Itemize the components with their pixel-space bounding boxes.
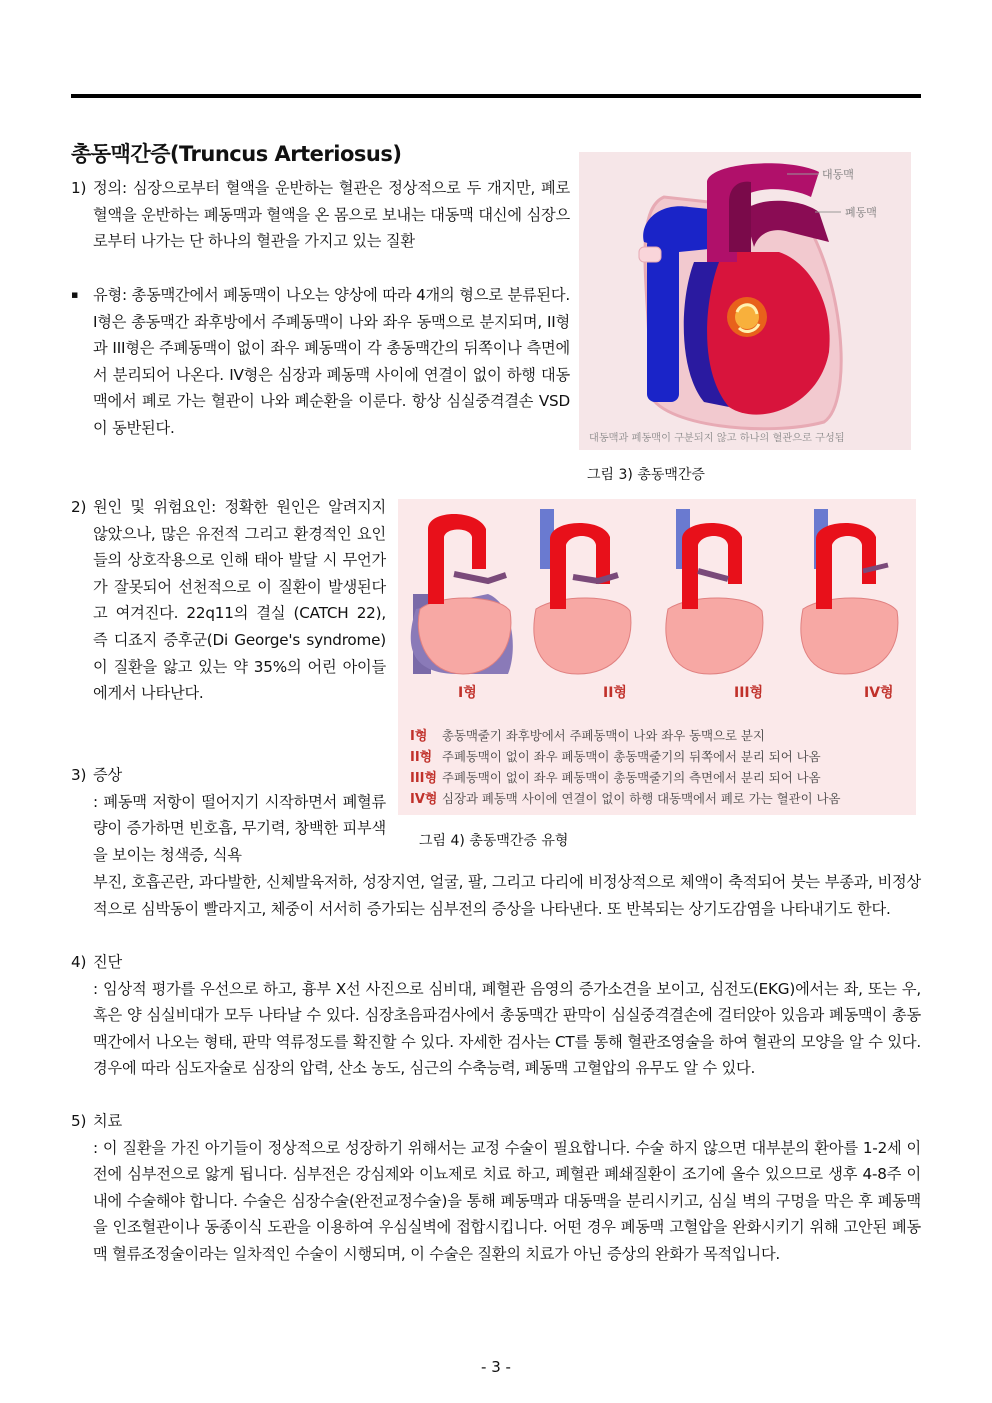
section-symptoms — [71, 762, 386, 868]
section-heading: 치료 — [93, 1112, 122, 1130]
type-label-2: II형 — [603, 685, 627, 701]
section-number: 1) — [71, 179, 87, 197]
legend-desc-4: 심장과 폐동맥 사이에 연결이 없이 하행 대동맥에서 폐로 가는 혈관이 나옴 — [442, 791, 841, 806]
type-label-4: IV형 — [864, 685, 894, 701]
type-label-3: III형 — [734, 685, 764, 701]
section-text: 원인 및 위험요인: 정확한 원인은 알려지지 않았으나, 많은 유전적 그리고 환경적인 요인들의 상호작용으로 인해 태아 발달 시 무언가가 잘못되어 선천적으로 이 질환이 발생된다고 여겨진다. 22q11의 결실 (CATCH 22), 즉 디죠지 증후군(Di George's syndrome)이 질환을 앓고 있는 약 35%의 어린 아이들에게서 나타난다. — [93, 498, 386, 703]
figure-3-caption: 그림 3) 총동맥간증 — [587, 467, 705, 483]
section-text: : 폐동맥 저항이 떨어지기 시작하면서 폐혈류량이 증가하면 빈호흡, 무기력, 창백한 피부색을 보이는 청색증, 식욕 — [93, 792, 386, 864]
type-label-1: I형 — [458, 685, 477, 701]
section-number: 3) — [71, 766, 87, 784]
section-text: 부진, 호흡곤란, 과다발한, 신체발육저하, 성장지연, 얼굴, 팔, 그리고 다리에 비정상적으로 체액이 축적되어 붓는 부종과, 비정상적으로 심박동이 빨라지고, 체중이 서서히 증가되는 심부전의 증상을 나타낸다. 또 반복되는 상기도감염을 나타내기도 한다. — [93, 873, 921, 918]
figure-3-note: 대동맥과 폐동맥이 구분되지 않고 하나의 혈관으로 구성됨 — [589, 433, 845, 444]
section-text: : 이 질환을 가진 아기들이 정상적으로 성장하기 위해서는 교정 수술이 필요합니다. 수술 하지 않으면 대부분의 환아를 1-2세 이전에 심부전으로 앓게 됩니다. 심부전은 강심제와 이뇨제로 치료 하고, 폐혈관 폐쇄질환이 조기에 올수 있으므로 생후 4-8주 이내에 수술해야 합니다. 수술은 심장수술(완전교정수술)을 통해 폐동맥과 대동맥을 분리시키고, 심실 벽의 구멍을 막은 후 폐동맥을 인조혈관이나 동종이식 도관을 이용하여 우심실벽에 접합시킵니다. 어떤 경우 폐동맥 고혈압을 완화시키기 위해 고안된 폐동맥 혈류조정술이라는 일차적인 수술이 시행되며, 이 수술은 질환의 치료가 아닌 증상의 완화가 목적입니다. — [93, 1138, 921, 1263]
page-number: - 3 - — [481, 1358, 511, 1376]
section-text: 유형: 총동맥간에서 폐동맥이 나오는 양상에 따라 4개의 형으로 분류된다. I형은 총동맥간 좌후방에서 주폐동맥이 나와 좌우 동맥으로 분지되며, II형과 III형은 주폐동맥이 없이 좌우 폐동맥이 각 총동맥간의 뒤쪽이나 측면에서 분리되어 나온다. IV형은 심장과 폐동맥 사이에 연결이 없이 하행 대동맥에서 폐로 가는 혈관이 나와 폐순환을 이룬다. 항상 심실중격결손 VSD이 동반된다. — [93, 286, 570, 437]
section-definition — [71, 175, 570, 255]
section-number: 5) — [71, 1112, 87, 1130]
page-title: 총동맥간증(Truncus Arteriosus) — [71, 142, 402, 166]
section-diagnosis — [71, 949, 921, 1082]
legend-desc-1: 총동맥줄기 좌후방에서 주폐동맥이 나와 좌우 동맥으로 분지 — [442, 728, 765, 743]
figure-3-heart-illustration — [579, 152, 911, 450]
legend-type-3: III형 — [410, 771, 438, 786]
top-rule — [71, 94, 921, 98]
section-treatment — [71, 1108, 921, 1268]
label-pulmonary-artery: 폐동맥 — [845, 206, 877, 219]
section-text: : 임상적 평가를 우선으로 하고, 흉부 X선 사진으로 심비대, 폐혈관 음영의 증가소견을 보이고, 심전도(EKG)에서는 좌, 또는 우, 혹은 양 심실비대가 모두 나타날 수 있다. 심장초음파검사에서 총동맥간 판막이 심실중격결손에 걸터앉아 있음과 폐동맥이 총동맥간에서 나오는 형태, 판막 역류정도를 확진할 수 있다. 자세한 검사는 CT를 통해 혈관조영술을 하여 혈관의 모양을 알 수 있다. 경우에 따라 심도자술로 심장의 압력, 산소 농도, 심근의 수축능력, 폐동맥 고혈압의 유무도 알 수 있다. — [93, 979, 921, 1078]
legend-type-1: I형 — [410, 729, 428, 744]
label-aorta: 대동맥 — [822, 168, 854, 181]
bullet-marker: ▪ — [71, 288, 79, 301]
section-symptoms-continued — [71, 869, 921, 922]
section-cause — [71, 494, 386, 707]
legend-desc-3: 주폐동맥이 없이 좌우 폐동맥이 총동맥줄기의 측면에서 분리 되어 나옴 — [442, 770, 821, 785]
figure-4-truncus-types — [398, 499, 916, 815]
section-types — [71, 282, 570, 442]
legend-type-2: II형 — [410, 750, 433, 765]
section-heading: 증상 — [93, 766, 122, 784]
legend-desc-2: 주폐동맥이 없이 좌우 폐동맥이 총동맥줄기의 뒤쪽에서 분리 되어 나옴 — [442, 749, 821, 764]
section-number: 2) — [71, 498, 87, 516]
section-heading: 진단 — [93, 953, 122, 971]
legend-type-4: IV형 — [410, 792, 438, 807]
section-number: 4) — [71, 953, 87, 971]
figure-4-caption: 그림 4) 총동맥간증 유형 — [419, 833, 569, 849]
section-text: 정의: 심장으로부터 혈액을 운반하는 혈관은 정상적으로 두 개지만, 폐로 혈액을 운반하는 폐동맥과 혈액을 온 몸으로 보내는 대동맥 대신에 심장으로부터 나가는 단 하나의 혈관을 가지고 있는 질환 — [93, 179, 570, 251]
